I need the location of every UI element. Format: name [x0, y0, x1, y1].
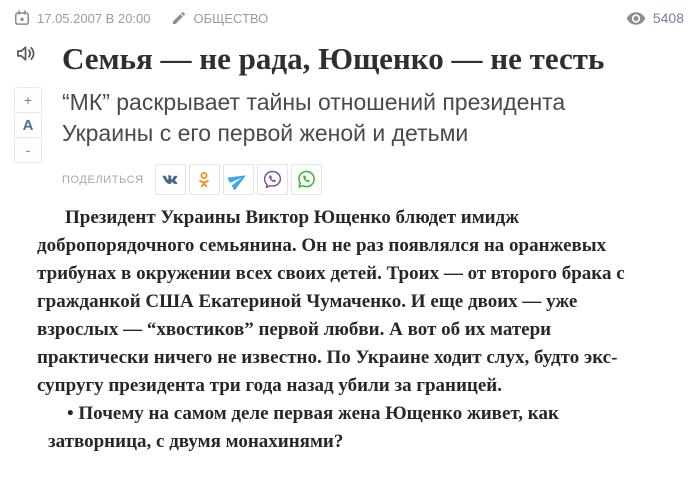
- body-paragraph: Президент Украины Виктор Ющенко блюдет имидж добропорядочного семьянина. Он не раз появлялся на оранжевых трибунах в окружении всех своих детей. Троих — от второго брака с гражданкой США Екатериной Чумаченко. И еще двоих — уже взрослых — “хвостиков” первой любви. А вот об их матери практически ничего не известно. По Украине ходит слух, будто экс-супругу президента три года назад убили за границей.: [37, 207, 625, 396]
- telegram-icon: [228, 170, 248, 190]
- article-body: [37, 204, 649, 456]
- speaker-icon: [15, 42, 38, 65]
- views-count: 5408: [652, 10, 684, 26]
- share-row: [62, 164, 670, 195]
- vk-icon: [159, 169, 181, 191]
- share-label: ПОДЕЛИТЬСЯ: [62, 173, 144, 186]
- share-odnoklassniki-button[interactable]: [189, 164, 220, 195]
- views-counter: [626, 10, 684, 26]
- article-header: [62, 40, 670, 195]
- font-reset-button[interactable]: A: [14, 112, 42, 138]
- share-viber-button[interactable]: [257, 164, 288, 195]
- article-title: Семья — не рада, Ющенко — не тесть: [62, 41, 605, 76]
- calendar-icon: [14, 10, 30, 26]
- share-whatsapp-button[interactable]: [291, 164, 322, 195]
- body-paragraph: • Почему на самом деле первая жена Ющенко живет, как затворница, с двумя монахинями?: [48, 403, 559, 452]
- category-label: ОБЩЕСТВО: [193, 10, 269, 26]
- share-telegram-button[interactable]: [223, 164, 254, 195]
- article-subtitle: “МК” раскрывает тайны отношений президента Украины с его первой женой и детьми: [62, 89, 566, 146]
- publish-date-text: 17.05.2007 В 20:00: [37, 10, 151, 26]
- article-meta-row: [0, 0, 700, 26]
- viber-icon: [262, 169, 283, 190]
- odnoklassniki-icon: [194, 170, 214, 190]
- share-vk-button[interactable]: [155, 164, 186, 195]
- pencil-icon: [171, 10, 187, 26]
- font-decrease-button[interactable]: -: [14, 137, 42, 163]
- category-link[interactable]: [171, 10, 269, 26]
- eye-icon: [626, 11, 646, 26]
- font-increase-button[interactable]: +: [14, 87, 42, 113]
- font-size-controls: [14, 88, 42, 163]
- whatsapp-icon: [296, 169, 317, 190]
- left-rail: [14, 42, 58, 163]
- text-to-speech-button[interactable]: [15, 42, 38, 68]
- publish-date: [14, 10, 151, 26]
